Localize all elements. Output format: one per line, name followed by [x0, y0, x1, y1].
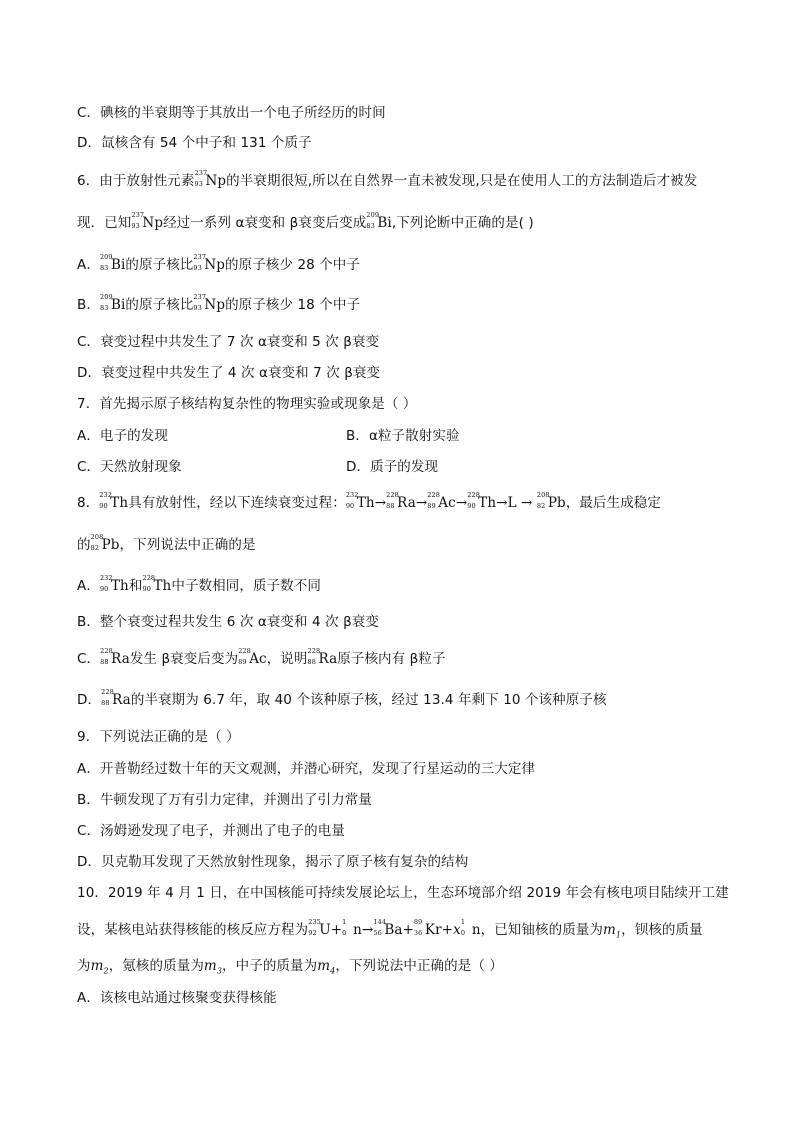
nuclide-ra228: 228 88 Ra [100, 647, 130, 667]
question-7-option-c: C．天然放射现象 [77, 459, 182, 475]
nuclide-bi: 209 83 Bi [99, 253, 126, 273]
nuclide-neutron: 1 0 n [460, 918, 481, 938]
text: 6．由于放射性元素 [77, 173, 195, 189]
nuclide-ra228: 228 88 Ra [386, 491, 416, 511]
question-8-option-b: B．整个衰变过程共发生 6 次 α衰变和 4 次 β衰变 [77, 614, 380, 630]
question-10-line-2: 设，某核电站获得核能的核反应方程为 235 92 U+ 1 0 n→ 144 56 Ba+ 89 36 Kr+x 1 0 n，已知铀核的质量为$m_1$，钡核的质量 [77, 918, 703, 940]
question-10-option-a: A．该核电站通过核聚变获得核能 [77, 990, 277, 1006]
text: 的半衰期很短,所以在自然界一直未被发现,只是在使用人工的方法制造后才被发 [226, 173, 698, 189]
question-7-option-a: A．电子的发现 [77, 428, 168, 444]
question-9-option-b: B．牛顿发现了万有引力定律，并测出了引力常量 [77, 792, 372, 808]
option-line: C．碘核的半衰期等于其放出一个电子所经历的时间 [77, 105, 386, 121]
arrow: → [521, 495, 533, 511]
nuclide-ba144: 144 56 Ba [373, 918, 403, 938]
arrow: → [361, 922, 374, 938]
nuclide-ac228: 228 89 Ac [238, 647, 267, 667]
question-7-option-d: D．质子的发现 [346, 459, 439, 475]
question-10-line-1: 10．2019 年 4 月 1 日，在中国核能可持续发展论坛上，生态环境部介绍 2019 年会有核电项目陆续开工建 [77, 885, 729, 901]
nuclide-th228: 228 90 Th [142, 574, 172, 594]
nuclide-ra228: 228 88 Ra [101, 688, 131, 708]
question-6-option-b: B． 209 83 Bi的原子核比 237 93 Np的原子核少 18 个中子 [77, 293, 361, 313]
question-6-line-2: 现．已知 237 93 Np经过一系列 α衰变和 β衰变后变成 209 83 Bi,下列论断中正确的是( ) [77, 211, 534, 231]
nuclide-np: 237 93 Np [194, 169, 227, 189]
question-7-option-b: B．α粒子散射实验 [346, 428, 460, 444]
question-9: 9．下列说法正确的是（ ） [77, 729, 240, 745]
question-8-line-2: 的 208 82 Pb，下列说法中正确的是 [77, 533, 256, 553]
nuclide-th232: 232 90 Th [99, 491, 129, 511]
arrow: → [374, 495, 387, 511]
question-6-option-c: C．衰变过程中共发生了 7 次 α衰变和 5 次 β衰变 [77, 334, 380, 350]
nuclide-np: 237 93 Np [131, 211, 164, 231]
arrow: → [415, 495, 428, 511]
nuclide-pb208: 208 82 Pb [90, 533, 120, 553]
nuclide-neutron: 1 0 n [342, 918, 362, 938]
question-8-line-1: 8． 232 90 Th具有放射性，经以下连续衰变过程： 232 90 Th→ 228 88 Ra→ 228 89 Ac→ 228 90 Th→L → 208 82 Pb，最后生成稳定 [77, 491, 662, 511]
question-9-option-d: D．贝克勒耳发现了天然放射性现象，揭示了原子核有复杂的结构 [77, 854, 469, 870]
question-9-option-c: C．汤姆逊发现了电子，并测出了电子的电量 [77, 823, 345, 839]
question-10-line-3: 为$m_2$，氪核的质量为$m_3$，中子的质量为$m_4$，下列说法中正确的是（ ） [77, 958, 503, 976]
nuclide-bi: 209 83 Bi [99, 293, 126, 313]
question-8-option-a: A． 232 90 Th和 228 90 Th中子数相同，质子数不同 [77, 574, 321, 594]
nuclide-np: 237 93 Np [193, 253, 226, 273]
arrow: → [455, 495, 468, 511]
nuclide-th232: 232 90 Th [99, 574, 129, 594]
nuclide-u235: 235 92 U [308, 918, 331, 938]
nuclide-pb208: 208 82 Pb [536, 491, 566, 511]
question-7: 7．首先揭示原子核结构复杂性的物理实验或现象是（ ） [77, 396, 417, 412]
nuclide-np: 237 93 Np [193, 293, 226, 313]
nuclide-ac228: 228 89 Ac [427, 491, 456, 511]
arrow: → [496, 495, 508, 511]
nuclide-bi: 209 83 Bi [366, 211, 392, 231]
option-line: D．氙核含有 54 个中子和 131 个质子 [77, 135, 312, 151]
nuclide-th232: 232 90 Th [345, 491, 375, 511]
question-8-option-c: C． 228 88 Ra发生 β衰变后变为 228 89 Ac，说明 228 88 Ra原子核内有 β粒子 [77, 647, 446, 667]
question-9-option-a: A．开普勒经过数十年的天文观测，并潜心研究，发现了行星运动的三大定律 [77, 761, 536, 777]
nuclide-kr89: 89 36 Kr [413, 918, 442, 938]
question-6-option-d: D．衰变过程中共发生了 4 次 α衰变和 7 次 β衰变 [77, 365, 381, 381]
nuclide-th228: 228 90 Th [467, 491, 497, 511]
nuclide-ra228: 228 88 Ra [307, 647, 338, 667]
question-8-option-d: D． 228 88 Ra的半衰期为 6.7 年，取 40 个该种原子核，经过 13.4 年剩下 10 个该种原子核 [77, 688, 607, 708]
question-6-option-a: A． 209 83 Bi的原子核比 237 93 Np的原子核少 28 个中子 [77, 253, 361, 273]
question-6-line-1 [77, 169, 698, 190]
